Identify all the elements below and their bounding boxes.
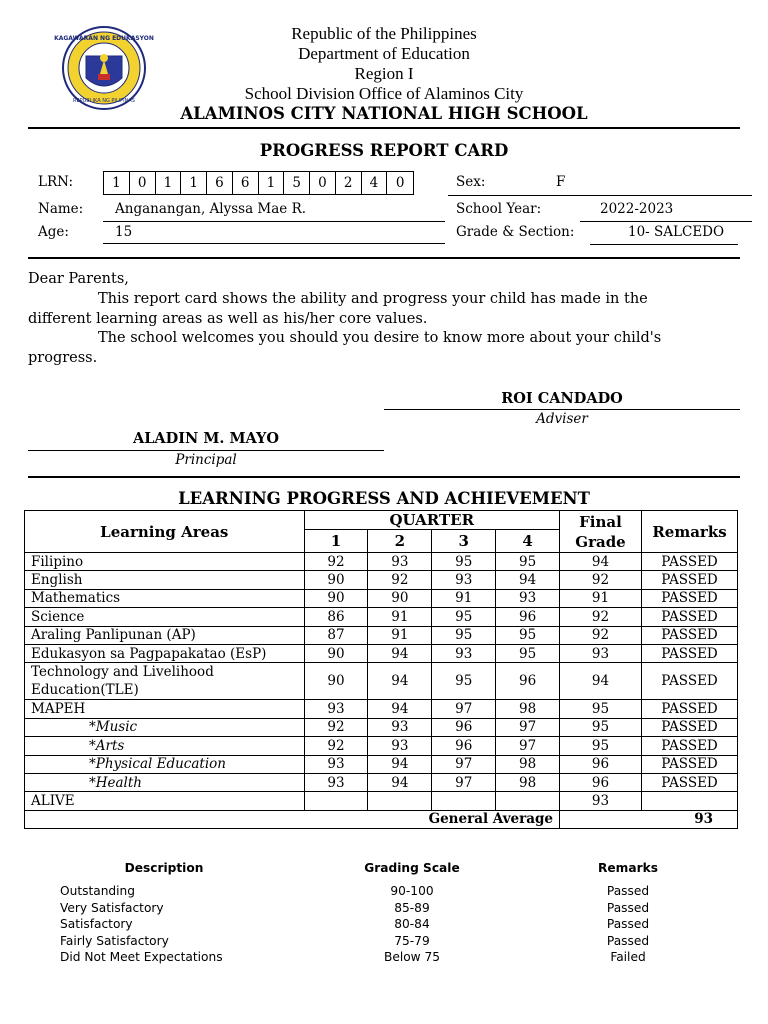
final-grade-cell: 92 bbox=[560, 608, 642, 626]
quarter-grade-cell: 95 bbox=[432, 608, 496, 626]
final-grade-cell: 96 bbox=[560, 755, 642, 773]
lrn-label: LRN: bbox=[38, 174, 74, 190]
letter-p1-line1: This report card shows the ability and progress your child has made in the bbox=[98, 291, 648, 307]
final-grade-cell: 93 bbox=[560, 792, 642, 810]
quarter-grade-cell: 86 bbox=[304, 608, 368, 626]
final-grade-cell: 92 bbox=[560, 626, 642, 644]
remarks-cell: PASSED bbox=[641, 737, 737, 755]
table-row bbox=[25, 608, 738, 626]
letter-greeting: Dear Parents, bbox=[28, 271, 129, 287]
remarks-cell: PASSED bbox=[641, 626, 737, 644]
final-grade-cell: 91 bbox=[560, 589, 642, 607]
quarter-grade-cell: 95 bbox=[496, 626, 560, 644]
scale-header: Grading Scale bbox=[364, 861, 460, 875]
quarter-grade-cell: 96 bbox=[432, 737, 496, 755]
table-row bbox=[25, 644, 738, 662]
name-label: Name: bbox=[38, 201, 84, 217]
lrn-digit: 0 bbox=[130, 172, 156, 194]
learning-area-cell: Science bbox=[25, 608, 305, 626]
deped-seal bbox=[54, 26, 154, 110]
quarter-grade-cell bbox=[304, 792, 368, 810]
scale-cell: Below 75 bbox=[383, 950, 441, 965]
learning-area-cell: *Physical Education bbox=[25, 755, 305, 773]
quarter-grade-cell: 90 bbox=[304, 571, 368, 589]
scale-header: Remarks bbox=[598, 861, 658, 875]
final-grade-cell: 95 bbox=[560, 718, 642, 736]
learning-area-cell: MAPEH bbox=[25, 700, 305, 718]
table-row bbox=[25, 792, 738, 810]
quarter-grade-cell: 91 bbox=[432, 589, 496, 607]
learning-area-cell: Araling Panlipunan (AP) bbox=[25, 626, 305, 644]
header-line-1: Republic of the Philippines bbox=[291, 24, 477, 43]
col-q3: 3 bbox=[432, 530, 496, 553]
school-year: 2022-2023 bbox=[600, 201, 674, 217]
quarter-grade-cell bbox=[432, 792, 496, 810]
scale-cell: Passed bbox=[606, 884, 650, 898]
seal-text-top: KAGAWARAN NG EDUKASYON bbox=[54, 35, 154, 42]
grade-section-label: Grade & Section: bbox=[456, 224, 575, 240]
learning-area-cell: Filipino bbox=[25, 553, 305, 571]
scale-cell: Fairly Satisfactory bbox=[60, 933, 169, 948]
learning-area-cell: Technology and Livelihood Education(TLE) bbox=[25, 663, 305, 700]
quarter-grade-cell: 90 bbox=[368, 589, 432, 607]
letter-p2-line2: progress. bbox=[28, 350, 98, 366]
quarter-grade-cell: 92 bbox=[304, 718, 368, 736]
table-row bbox=[25, 773, 738, 791]
sex-label: Sex: bbox=[456, 174, 486, 190]
quarter-grade-cell: 87 bbox=[304, 626, 368, 644]
col-remarks: Remarks bbox=[641, 511, 737, 553]
quarter-grade-cell: 90 bbox=[304, 663, 368, 700]
principal-signature-line bbox=[28, 450, 384, 451]
seal-text-bottom: REPUBLIKA NG PILIPINAS bbox=[73, 98, 135, 104]
final-grade-cell: 95 bbox=[560, 737, 642, 755]
scale-cell: Passed bbox=[606, 900, 650, 915]
quarter-grade-cell: 97 bbox=[496, 718, 560, 736]
lrn-digit: 1 bbox=[104, 172, 130, 194]
remarks-cell: PASSED bbox=[641, 663, 737, 700]
sy-underline bbox=[580, 221, 752, 222]
header-line-3: Region I bbox=[354, 64, 414, 83]
final-grade-cell: 93 bbox=[560, 644, 642, 662]
lrn-digit: 4 bbox=[362, 172, 388, 194]
letter-p1-line2: different learning areas as well as his/her core values. bbox=[28, 311, 428, 327]
scale-cell: Passed bbox=[606, 917, 650, 932]
col-q1: 1 bbox=[304, 530, 368, 553]
general-average-label: General Average bbox=[25, 810, 560, 828]
table-row bbox=[25, 737, 738, 755]
final-grade-cell: 92 bbox=[560, 571, 642, 589]
learning-area-cell: ALIVE bbox=[25, 792, 305, 810]
quarter-grade-cell: 98 bbox=[496, 773, 560, 791]
final-grade-cell: 95 bbox=[560, 700, 642, 718]
scale-cell: Outstanding bbox=[60, 884, 135, 898]
learning-area-cell: Mathematics bbox=[25, 589, 305, 607]
scale-cell: 90-100 bbox=[390, 884, 434, 898]
age-label: Age: bbox=[38, 224, 69, 240]
quarter-grade-cell: 92 bbox=[304, 553, 368, 571]
quarter-grade-cell: 97 bbox=[496, 737, 560, 755]
remarks-cell: PASSED bbox=[641, 553, 737, 571]
quarter-grade-cell: 92 bbox=[304, 737, 368, 755]
info-divider bbox=[28, 257, 740, 259]
table-row bbox=[25, 571, 738, 589]
quarter-grade-cell: 97 bbox=[432, 755, 496, 773]
col-q4: 4 bbox=[496, 530, 560, 553]
section-title: LEARNING PROGRESS AND ACHIEVEMENT bbox=[178, 489, 590, 508]
grades-table bbox=[24, 510, 738, 829]
quarter-grade-cell: 92 bbox=[368, 571, 432, 589]
student-age: 15 bbox=[103, 224, 445, 244]
scale-cell: 85-89 bbox=[394, 900, 430, 915]
quarter-grade-cell: 91 bbox=[368, 608, 432, 626]
final-grade-cell: 94 bbox=[560, 663, 642, 700]
sex-underline bbox=[448, 195, 752, 196]
quarter-grade-cell: 95 bbox=[432, 663, 496, 700]
table-row bbox=[25, 718, 738, 736]
lrn-boxes bbox=[103, 171, 414, 195]
quarter-grade-cell: 93 bbox=[432, 571, 496, 589]
remarks-cell: PASSED bbox=[641, 773, 737, 791]
quarter-grade-cell: 94 bbox=[368, 644, 432, 662]
col-quarter: QUARTER bbox=[304, 511, 560, 530]
adviser-signature-line bbox=[384, 409, 740, 410]
quarter-grade-cell: 94 bbox=[368, 663, 432, 700]
lrn-digit: 0 bbox=[395, 175, 405, 191]
scale-header: Description bbox=[124, 861, 204, 875]
student-name: Anganangan, Alyssa Mae R. bbox=[103, 201, 445, 222]
quarter-grade-cell: 93 bbox=[304, 755, 368, 773]
final-grade-cell: 96 bbox=[560, 773, 642, 791]
quarter-grade-cell: 98 bbox=[496, 755, 560, 773]
quarter-grade-cell: 93 bbox=[496, 589, 560, 607]
final-grade-cell: 94 bbox=[560, 553, 642, 571]
lrn-digit: 1 bbox=[259, 172, 285, 194]
quarter-grade-cell: 97 bbox=[432, 700, 496, 718]
adviser-role: Adviser bbox=[536, 411, 588, 427]
quarter-grade-cell: 90 bbox=[304, 589, 368, 607]
quarter-grade-cell: 95 bbox=[496, 644, 560, 662]
table-row bbox=[25, 755, 738, 773]
quarter-grade-cell: 93 bbox=[368, 553, 432, 571]
table-row bbox=[25, 700, 738, 718]
principal-role: Principal bbox=[175, 452, 237, 468]
quarter-grade-cell: 93 bbox=[432, 644, 496, 662]
col-final-grade: Final Grade bbox=[560, 511, 642, 553]
header-line-2: Department of Education bbox=[298, 44, 470, 63]
remarks-cell: PASSED bbox=[641, 571, 737, 589]
remarks-cell: PASSED bbox=[641, 589, 737, 607]
sign-divider bbox=[28, 476, 740, 478]
learning-area-cell: Edukasyon sa Pagpapakatao (EsP) bbox=[25, 644, 305, 662]
lrn-digit: 1 bbox=[156, 172, 182, 194]
grade-section: 10- SALCEDO bbox=[628, 224, 725, 240]
col-learning-areas: Learning Areas bbox=[25, 511, 305, 553]
quarter-grade-cell: 95 bbox=[496, 553, 560, 571]
scale-cell: Failed bbox=[610, 950, 646, 965]
student-sex: F bbox=[556, 174, 566, 190]
quarter-grade-cell: 96 bbox=[496, 608, 560, 626]
letter-p2-line1: The school welcomes you should you desire to know more about your child's bbox=[98, 330, 662, 346]
quarter-grade-cell: 98 bbox=[496, 700, 560, 718]
quarter-grade-cell: 94 bbox=[496, 571, 560, 589]
report-title: PROGRESS REPORT CARD bbox=[259, 141, 509, 160]
scale-cell: 80-84 bbox=[394, 917, 430, 932]
general-average-value: 93 bbox=[560, 810, 738, 828]
school-name: ALAMINOS CITY NATIONAL HIGH SCHOOL bbox=[180, 104, 588, 123]
quarter-grade-cell: 96 bbox=[496, 663, 560, 700]
quarter-grade-cell: 91 bbox=[368, 626, 432, 644]
learning-area-cell: English bbox=[25, 571, 305, 589]
quarter-grade-cell: 94 bbox=[368, 700, 432, 718]
gs-underline bbox=[590, 244, 738, 245]
quarter-grade-cell bbox=[496, 792, 560, 810]
lrn-digit: 5 bbox=[284, 172, 310, 194]
lrn-digit: 6 bbox=[233, 172, 259, 194]
quarter-grade-cell: 90 bbox=[304, 644, 368, 662]
quarter-grade-cell: 95 bbox=[432, 626, 496, 644]
table-row bbox=[25, 553, 738, 571]
quarter-grade-cell: 94 bbox=[368, 755, 432, 773]
lrn-digit: 2 bbox=[336, 172, 362, 194]
table-row bbox=[25, 626, 738, 644]
quarter-grade-cell: 93 bbox=[368, 737, 432, 755]
remarks-cell: PASSED bbox=[641, 700, 737, 718]
scale-cell: Satisfactory bbox=[60, 917, 133, 932]
lrn-digit: 6 bbox=[207, 172, 233, 194]
learning-area-cell: *Arts bbox=[25, 737, 305, 755]
quarter-grade-cell: 93 bbox=[368, 718, 432, 736]
quarter-grade-cell bbox=[368, 792, 432, 810]
learning-area-cell: *Music bbox=[25, 718, 305, 736]
header-line-4: School Division Office of Alaminos City bbox=[244, 84, 524, 103]
lrn-digit: 0 bbox=[310, 172, 336, 194]
lrn-digit: 1 bbox=[181, 172, 207, 194]
col-q2: 2 bbox=[368, 530, 432, 553]
quarter-grade-cell: 97 bbox=[432, 773, 496, 791]
remarks-cell bbox=[641, 792, 737, 810]
quarter-grade-cell: 93 bbox=[304, 773, 368, 791]
adviser-name: ROI CANDADO bbox=[501, 390, 623, 407]
header-divider bbox=[28, 127, 740, 129]
scale-cell: 75-79 bbox=[394, 933, 430, 948]
table-row bbox=[25, 663, 738, 700]
quarter-grade-cell: 93 bbox=[304, 700, 368, 718]
remarks-cell: PASSED bbox=[641, 644, 737, 662]
learning-area-cell: *Health bbox=[25, 773, 305, 791]
scale-cell: Very Satisfactory bbox=[60, 900, 164, 915]
remarks-cell: PASSED bbox=[641, 718, 737, 736]
quarter-grade-cell: 96 bbox=[432, 718, 496, 736]
scale-cell: Did Not Meet Expectations bbox=[60, 950, 223, 965]
table-row bbox=[25, 589, 738, 607]
school-year-label: School Year: bbox=[456, 201, 542, 217]
quarter-grade-cell: 95 bbox=[432, 553, 496, 571]
remarks-cell: PASSED bbox=[641, 755, 737, 773]
principal-name: ALADIN M. MAYO bbox=[132, 430, 280, 447]
quarter-grade-cell: 94 bbox=[368, 773, 432, 791]
scale-cell: Passed bbox=[606, 933, 650, 948]
remarks-cell: PASSED bbox=[641, 608, 737, 626]
